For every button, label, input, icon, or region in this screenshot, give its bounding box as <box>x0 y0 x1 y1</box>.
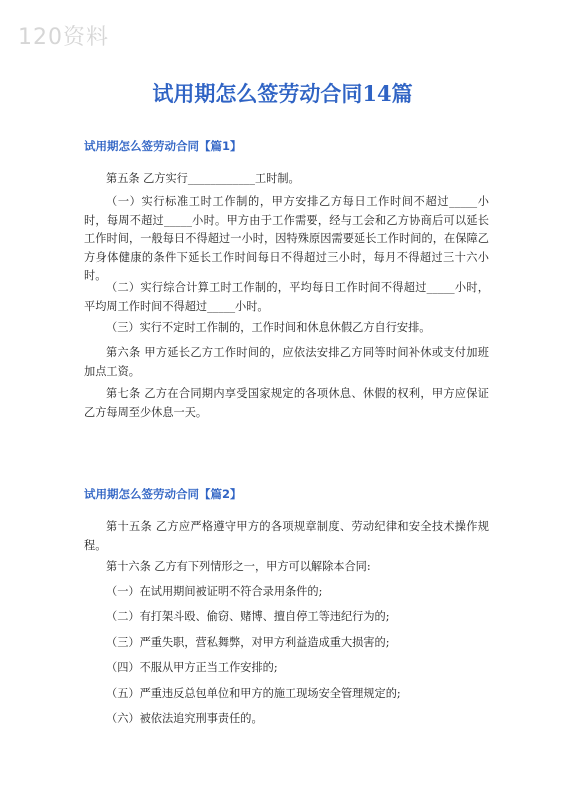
paragraph: 第十六条 乙方有下列情形之一，甲方可以解除本合同: <box>106 560 371 573</box>
paragraph: 第五条 乙方实行____________工时制。 <box>106 172 300 185</box>
paragraph: （六）被依法追究刑事责任的。 <box>106 712 263 725</box>
section-heading-1: 试用期怎么签劳动合同【篇1】 <box>84 139 242 153</box>
paragraph: （三）实行不定时工作制的，工作时间和休息休假乙方自行安排。 <box>106 321 431 334</box>
section-heading-2: 试用期怎么签劳动合同【篇2】 <box>84 487 242 501</box>
paragraph: 第六条 甲方延长乙方工作时间的，应依法安排乙方同等时间补休或支付加班加点工资。 <box>84 346 489 378</box>
document-title: 试用期怎么签劳动合同14篇 <box>152 81 413 106</box>
paragraph: 第七条 乙方在合同期内享受国家规定的各项休息、休假的权利，甲方应保证乙方每周至少休息一天。 <box>84 387 489 419</box>
paragraph: （一）在试用期间被证明不符合录用条件的; <box>106 585 323 598</box>
paragraph: 第十五条 乙方应严格遵守甲方的各项规章制度、劳动纪律和安全技术操作规程。 <box>84 520 489 552</box>
paragraph: （二）实行综合计算工时工作制的，平均每日工作时间不得超过_____小时，平均周工作时间不得超过_____小时。 <box>84 281 489 313</box>
paragraph: （三）严重失职，营私舞弊，对甲方利益造成重大损害的; <box>106 636 390 649</box>
paragraph: （五）严重违反总包单位和甲方的施工现场安全管理规定的; <box>106 687 401 700</box>
paragraph: （四）不服从甲方正当工作安排的; <box>106 661 278 674</box>
paragraph: （二）有打架斗殴、偷窃、赌博、擅自停工等违纪行为的; <box>106 610 390 623</box>
paragraph: （一）实行标准工时工作制的，甲方安排乙方每日工作时间不超过_____小时，每周不超过_____小时。甲方由于工作需要，经与工会和乙方协商后可以延长工作时间，一般每日不得超过一小时，因特殊原因需要延长工作时间的，在保障乙方身体健康的条件下延长工作时间每日不得超过三小时，每月不得超过三十六小时。 <box>84 195 489 282</box>
watermark-logo: 120资料 <box>18 25 109 50</box>
